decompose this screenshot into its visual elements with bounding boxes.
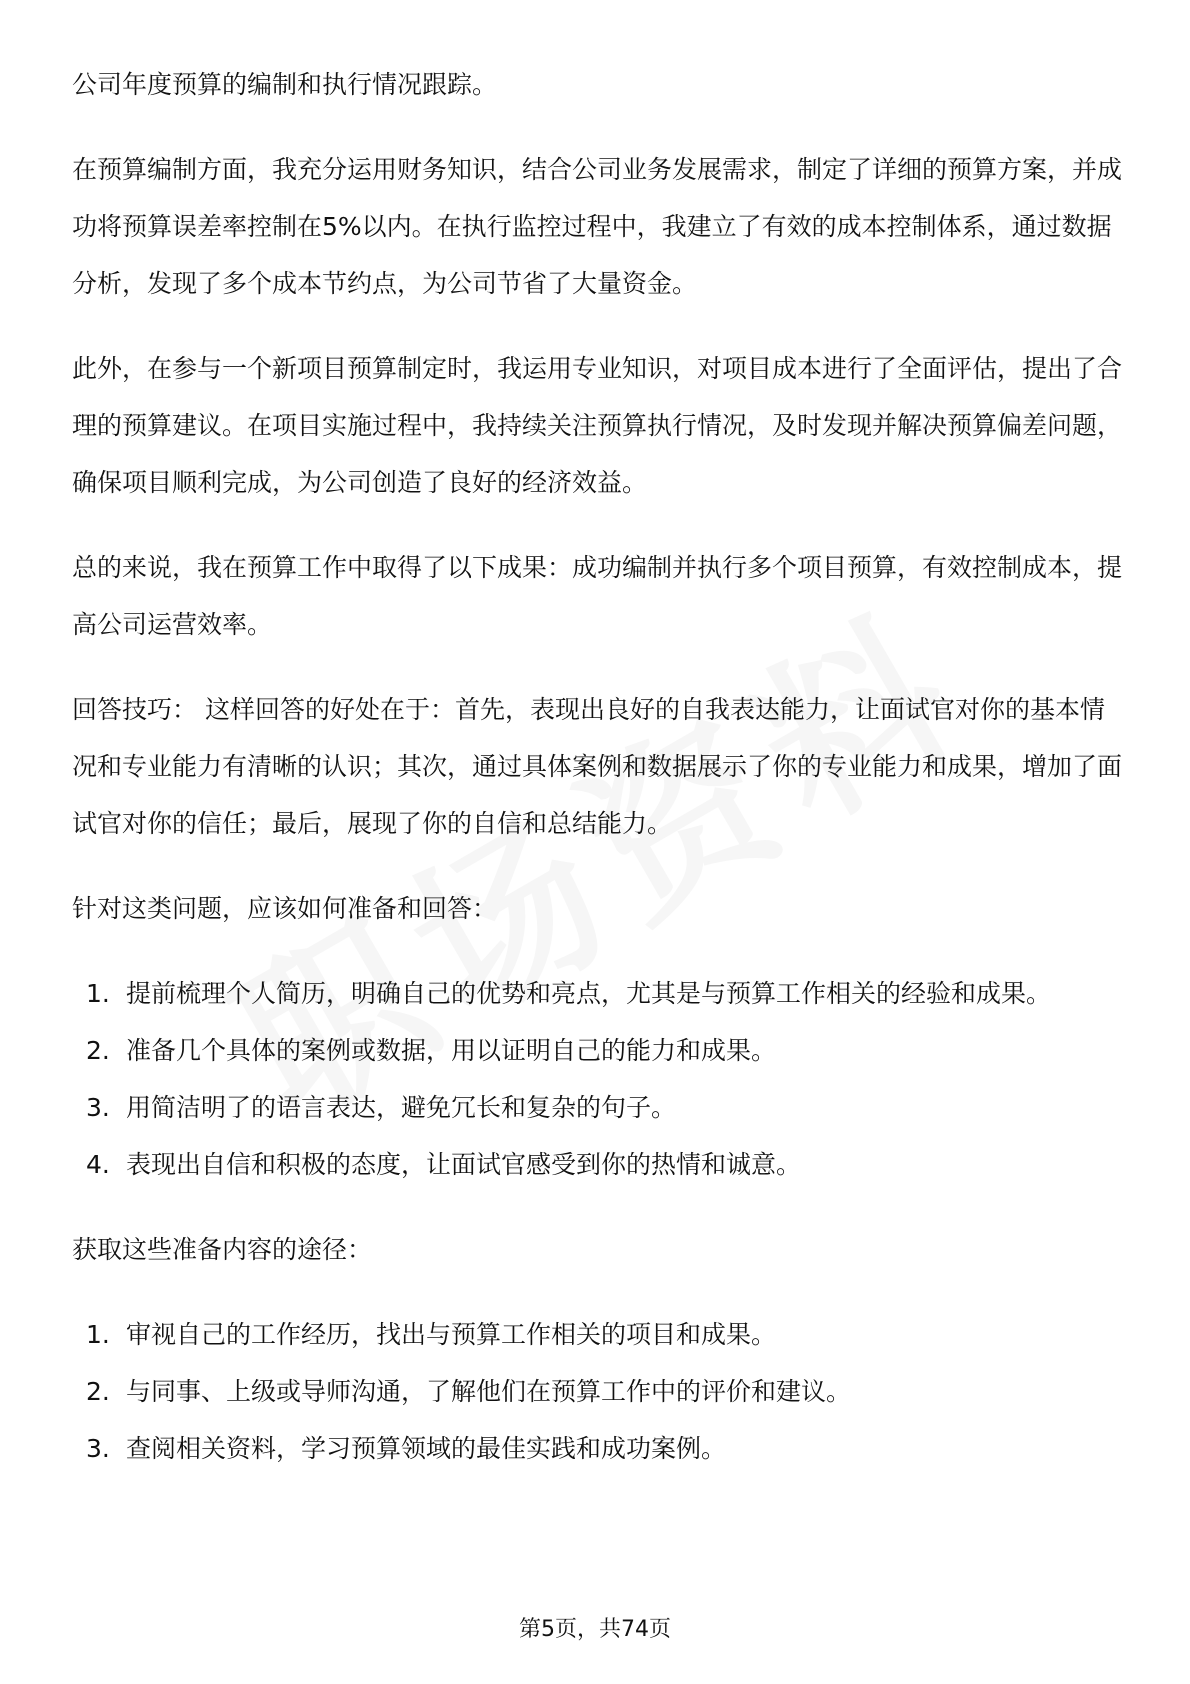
list-text: 审视自己的工作经历，找出与预算工作相关的项目和成果。	[126, 1320, 777, 1349]
paragraph-3: 此外，在参与一个新项目预算制定时，我运用专业知识，对项目成本进行了全面评估，提出了合理的预算建议。在项目实施过程中，我持续关注预算执行情况，及时发现并解决预算偏差问题，确保项目顺利完成，为公司创造了良好的经济效益。	[72, 354, 1123, 497]
paragraph-1: 公司年度预算的编制和执行情况跟踪。	[72, 70, 498, 99]
sources-heading: 获取这些准备内容的途径：	[72, 1235, 373, 1264]
page-content	[72, 56, 1122, 1505]
prep-list	[72, 965, 1122, 1193]
list-text: 表现出自信和积极的态度，让面试官感受到你的热情和诚意。	[126, 1150, 802, 1179]
paragraph-2: 在预算编制方面，我充分运用财务知识，结合公司业务发展需求，制定了详细的预算方案，并成功将预算误差率控制在5%以内。在执行监控过程中，我建立了有效的成本控制体系，通过数据分析，发现了多个成本节约点，为公司节省了大量资金。	[72, 155, 1123, 298]
list-text: 用简洁明了的语言表达，避免冗长和复杂的句子。	[126, 1093, 677, 1122]
list-text: 与同事、上级或导师沟通，了解他们在预算工作中的评价和建议。	[126, 1377, 852, 1406]
list-item	[72, 1022, 1122, 1079]
sources-list	[72, 1306, 1122, 1477]
paragraph-4: 总的来说，我在预算工作中取得了以下成果：成功编制并执行多个项目预算，有效控制成本，提高公司运营效率。	[72, 553, 1123, 639]
list-number: 3.	[86, 1434, 110, 1463]
list-number: 2.	[86, 1036, 110, 1065]
list-number: 4.	[86, 1150, 110, 1179]
list-number: 2.	[86, 1377, 110, 1406]
list-item	[72, 1079, 1122, 1136]
list-text: 提前梳理个人简历，明确自己的优势和亮点，尤其是与预算工作相关的经验和成果。	[126, 979, 1052, 1008]
list-item	[72, 965, 1122, 1022]
page-footer: 第5页，共74页	[519, 1617, 671, 1642]
list-item	[72, 1136, 1122, 1193]
list-text: 查阅相关资料，学习预算领域的最佳实践和成功案例。	[126, 1434, 727, 1463]
list-item	[72, 1306, 1122, 1363]
list-number: 1.	[86, 1320, 110, 1349]
list-number: 1.	[86, 979, 110, 1008]
list-item	[72, 1363, 1122, 1420]
paragraph-answer-tips: 回答技巧： 这样回答的好处在于：首先，表现出良好的自我表达能力，让面试官对你的基本情况和专业能力有清晰的认识；其次，通过具体案例和数据展示了你的专业能力和成果，增加了面试官对你的信任；最后，展现了你的自信和总结能力。	[72, 695, 1123, 838]
list-text: 准备几个具体的案例或数据，用以证明自己的能力和成果。	[126, 1036, 777, 1065]
paragraph-prep-heading: 针对这类问题，应该如何准备和回答：	[72, 894, 498, 923]
list-number: 3.	[86, 1093, 110, 1122]
list-item	[72, 1420, 1122, 1477]
